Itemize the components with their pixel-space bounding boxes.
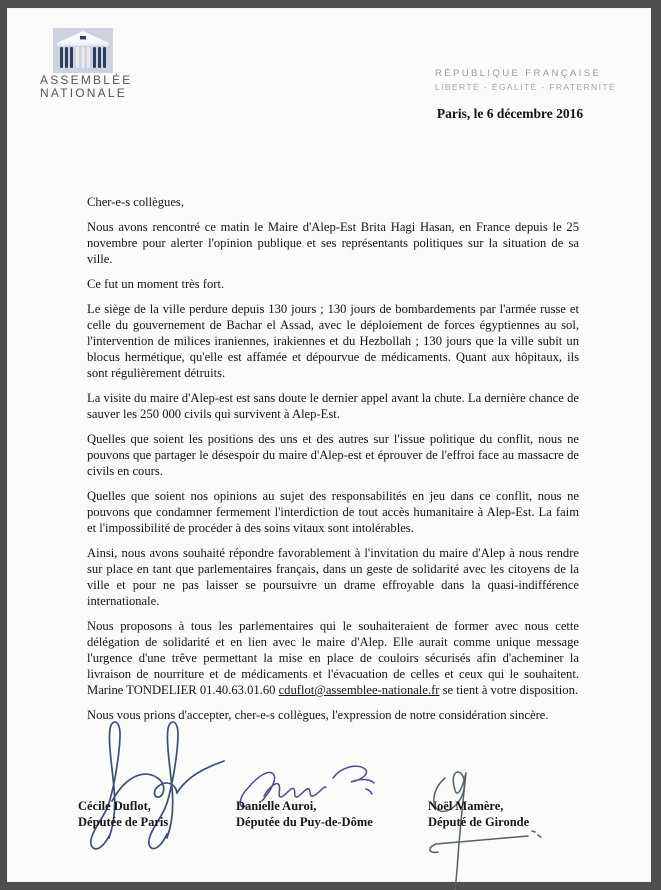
- signatory-name: Danielle Auroi,: [236, 799, 317, 813]
- paragraph-4: La visite du maire d'Alep-est est sans doute le dernier appel avant la chute. La dernière chance de sauver les 250 000 civils qui survivent à Alep-Est.: [87, 391, 579, 421]
- signatory-title: Députée du Puy-de-Dôme: [236, 814, 373, 829]
- signatory-name: Noël Mamère,: [428, 799, 504, 813]
- salutation: Cher-e-s collègues,: [87, 195, 184, 209]
- email-link[interactable]: cduflot@assemblee-nationale.fr: [278, 683, 440, 697]
- paragraph-6: Quelles que soient nos opinions au sujet des responsabilités en jeu dans ce conflit, nous ne pouvons que condamner fermement l'interdiction de tout accès humanitaire à Alep-Est. La faim et l'impossibilité de procéder à des soins vitaux sont intolérables.: [87, 489, 579, 535]
- paragraph-5: Quelles que soient les positions des uns et des autres sur l'issue politique du conflit, nous ne pouvons que partager le désespoir du maire d'Alep-est et éprouver de l'effroi face au massacre de civils en cours.: [87, 432, 579, 478]
- devise-label: LIBERTÉ - ÉGALITÉ - FRATERNITÉ: [435, 82, 617, 92]
- logo-line2: NATIONALE: [40, 86, 127, 100]
- paragraph-9: Nous vous prions d'accepter, cher-e-s collègues, l'expression de notre considération sincère.: [87, 708, 549, 722]
- dateline: Paris, le 6 décembre 2016: [436, 106, 584, 121]
- letter-page: [7, 8, 651, 882]
- republique-block: [435, 68, 617, 92]
- paragraph-text-after: se tient à votre disposition.: [439, 683, 579, 697]
- republique-francaise-label: RÉPUBLIQUE FRANÇAISE: [435, 68, 602, 79]
- paragraph-7: Ainsi, nous avons souhaité répondre favorablement à l'invitation du maire d'Alep à nous rendre sur place en tant que parlementaires français, dans un geste de solidarité avec les citoyens de la ville et pour ne pas laisser se poursuivre un drame effroyable dans la quasi-indifférence internationale.: [87, 546, 579, 608]
- signatory-title: Députée de Paris: [78, 814, 169, 829]
- paragraph-1: Nous avons rencontré ce matin le Maire d'Alep-Est Brita Hagi Hasan, en France depuis le 25 novembre pour alerter l'opinion publique et ses représentants politiques sur la situation de sa ville.: [87, 220, 579, 266]
- signatory-auroi: [236, 799, 373, 830]
- paragraph-3: Le siège de la ville perdure depuis 130 jours ; 130 jours de bombardements par l'armée russe et celle du gouvernement de Bachar el Assad, avec le déploiement de forces égyptiennes au sol, l'intervention de milices iraniennes, irakiennes et du Hezbollah ; 130 jours que la ville subit un blocus hermétique, qu'elle est affamée et dépourvue de médicaments. Quant aux hôpitaux, ils sont régulièrement détruits.: [87, 302, 579, 380]
- paragraph-8: [87, 618, 579, 698]
- signatory-duflot: [78, 799, 168, 830]
- signatory-title: Député de Gironde: [428, 814, 530, 829]
- assemblee-nationale-wordmark: [40, 74, 133, 100]
- paragraph-text-before: Nous proposons à tous les parlementaires qui le souhaiteraient de former avec nous cette délégation de solidarité et en lien avec le maire d'Alep. Elle aurait comme unique message l'urgence d'une trêve permettant la mise en place de couloirs sécurisés afin d'acheminer la livraison de nourriture et de médicaments et l'évacuation de celles et ceux qui le souhaitent. Marine TONDELIER 01.40.63.01.60: [87, 619, 579, 697]
- signatory-name: Cécile Duflot,: [78, 799, 151, 813]
- assemblee-nationale-logo-icon: [53, 28, 113, 73]
- logo-line1: ASSEMBLÉE: [40, 73, 133, 87]
- paragraph-2: Ce fut un moment très fort.: [87, 277, 225, 291]
- signatory-mamere: [428, 799, 529, 830]
- letter-body: [87, 194, 579, 732]
